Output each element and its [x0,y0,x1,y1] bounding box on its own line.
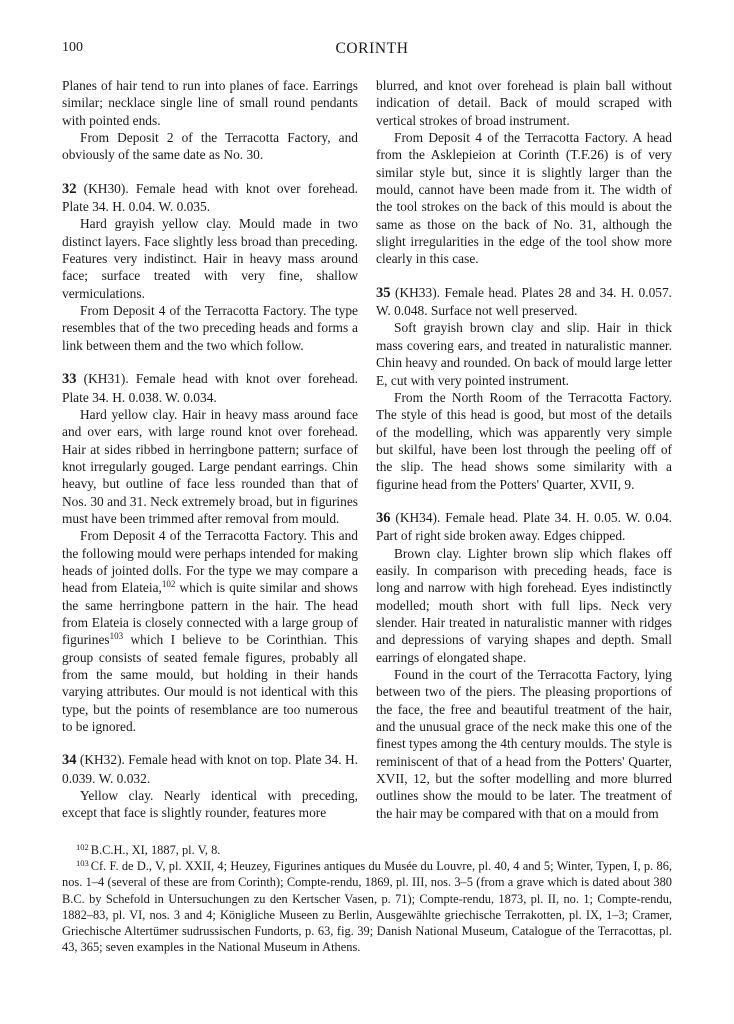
paragraph: From Deposit 4 of the Terracotta Factory. A head from the Asklepieion at Corinth (T.F.26) is of very similar style but, since it is slightly larger than the mould, cannot have been made from it. The width of the tool strokes on the back of this mould is about the same as those on the back of No. 31, although the slight irregularities in the edge of the tool show more clearly in this case. [376,130,672,267]
paragraph: From Deposit 4 of the Terracotta Factory. The type resembles that of the two preceding heads and forms a link between them and the two which follow. [62,303,358,353]
entry-heading: (KH31). Female head with knot over forehead. Plate 34. H. 0.038. W. 0.034. [62,371,358,405]
footnote-mark: 103 [76,858,89,869]
entry-heading: (KH32). Female head with knot on top. Plate 34. H. 0.039. W. 0.032. [62,752,358,786]
paragraph: Brown clay. Lighter brown slip which flakes off easily. In comparison with preceding heads, face is long and narrow with high forehead. Eyes indistinctly modelled; mouth short with full lips. Neck very slender. Hair treated in naturalistic manner with ridges and depressions of varying shapes and depth. Small earrings of elongated shape. [376,545,672,665]
footnotes [62,842,672,955]
catalogue-entry-32 [62,180,358,216]
page-header [62,40,682,62]
footnote-ref-103[interactable]: 103 [109,631,124,642]
paragraph [62,527,358,735]
paragraph: From the North Room of the Terracotta Factory. The style of this head is good, but most of the details of the modelling, which was apparently very simple but skilful, have been lost through the peeling off of the slip. The head shows some similarity with a figurine head from the Potters' Quarter, XVII, 9. [376,389,672,492]
text-span: which I believe to be Corinthian. This group consists of seated female figures, probably all from the same mould, but holding in their hands varying attributes. Our mould is not identical with this type, but the points of resemblance are too numerous to be ignored. [62,632,358,735]
catalogue-entry-34 [62,751,358,787]
paragraph: Hard yellow clay. Hair in heavy mass around face and over ears, with large round knot over forehead. Hair at sides ribbed in herringbone pattern; surface of knot irregularly gouged. Large pendant earrings. Chin heavy, but outline of face less rounded than that of Nos. 30 and 31. Neck extremely broad, but in figurines must have been trimmed after removal from mould. [62,406,358,526]
entry-heading: (KH33). Female head. Plates 28 and 34. H. 0.057. W. 0.048. Surface not well preserved. [376,284,672,319]
paragraph: Found in the court of the Terracotta Factory, lying between two of the piers. The pleasing proportions of the face, the free and beautiful treatment of the hair, and the unusual grace of the neck make this one of the finest types among the 4th century moulds. The style is reminiscent of that of a head from the Potters' Quarter, XVII, 12, but the softer modelling and more blurred outlines show the mould to be later. The treatment of the hair may be compared with that on a mould from [376,667,672,821]
entry-number: 32 [62,180,77,197]
right-column [376,77,672,822]
entry-number: 35 [376,284,391,301]
paragraph: Yellow clay. Nearly identical with preceding, except that face is slightly rounder, features more [62,788,358,821]
paragraph: blurred, and knot over forehead is plain ball without indication of detail. Back of mould scraped with vertical strokes of broad instrument. [376,78,672,128]
catalogue-entry-33 [62,370,358,406]
catalogue-entry-35 [376,284,672,320]
footnote-103 [62,858,672,955]
paragraph: Soft grayish brown clay and slip. Hair in thick mass covering ears, and treated in naturalistic manner. Chin heavy and rounded. On back of mould large letter Ε, cut with very pointed instrument. [376,320,672,388]
paragraph: From Deposit 2 of the Terracotta Factory, and obviously of the same date as No. 30. [62,130,358,163]
entry-heading: (KH30). Female head with knot over forehead. Plate 34. H. 0.04. W. 0.035. [62,180,358,215]
entry-number: 33 [62,371,77,388]
footnote-mark: 102 [76,842,89,852]
paragraph: Hard grayish yellow clay. Mould made in two distinct layers. Face slightly less broad than preceding. Features very indistinct. Hair in heavy mass around face; surface treated with very fine, shallow vermiculations. [62,216,358,301]
page-number: 100 [62,40,83,55]
footnote-text: B.C.H., XI, 1887, pl. V, 8. [90,843,221,857]
footnote-text: Cf. F. de D., V, pl. XXII, 4; Heuzey, Figurines antiques du Musée du Louvre, pl. 40, 4 and 5; Winter, Typen, I, p. 86, nos. 1–4 (several of these are from Corinth); Compte-rendu, 1869, pl. III, nos. 3–5 (from a grave which is dated about 380 B.C. by Schefold in Untersuchungen zu den Kertscher Vasen, p. 71); Compte-rendu, 1873, pl. II, no. 1; Compte-rendu, 1882–83, pl. VI, nos. 3 and 4; Königliche Museen zu Berlin, Ausgewählte griechische Terrakotten, pl. IX, 1–3; Cramer, Griechische Altertümer sudrussischen Fundorts, p. 63, fig. 39; Danish National Museum, Catalogue of the Terracottas, pl. 43, 365; seven examples in the National Museum in Athens. [62,859,672,955]
left-column [62,77,358,822]
text-span: From Deposit 4 of the Terracotta Factory. This and the following mould were perhaps intended for making heads of jointed dolls. For the type we may compare a head from Elateia, [62,528,358,596]
entry-number: 34 [62,752,77,769]
entry-heading: (KH34). Female head. Plate 34. H. 0.05. W. 0.04. Part of right side broken away. Edges chipped. [376,509,672,544]
entry-number: 36 [376,509,391,526]
text-span: which is quite similar and shows the same herringbone pattern in the hair. The head from Elateia is closely connected with a large group of figurines [62,580,358,648]
paragraph: Planes of hair tend to run into planes of face. Earrings similar; necklace single line of small round pendants with pointed ends. [62,78,358,128]
running-title: CORINTH [335,40,409,57]
catalogue-entry-36 [376,509,672,545]
footnote-102 [62,842,672,858]
footnote-ref-102[interactable]: 102 [161,579,176,590]
